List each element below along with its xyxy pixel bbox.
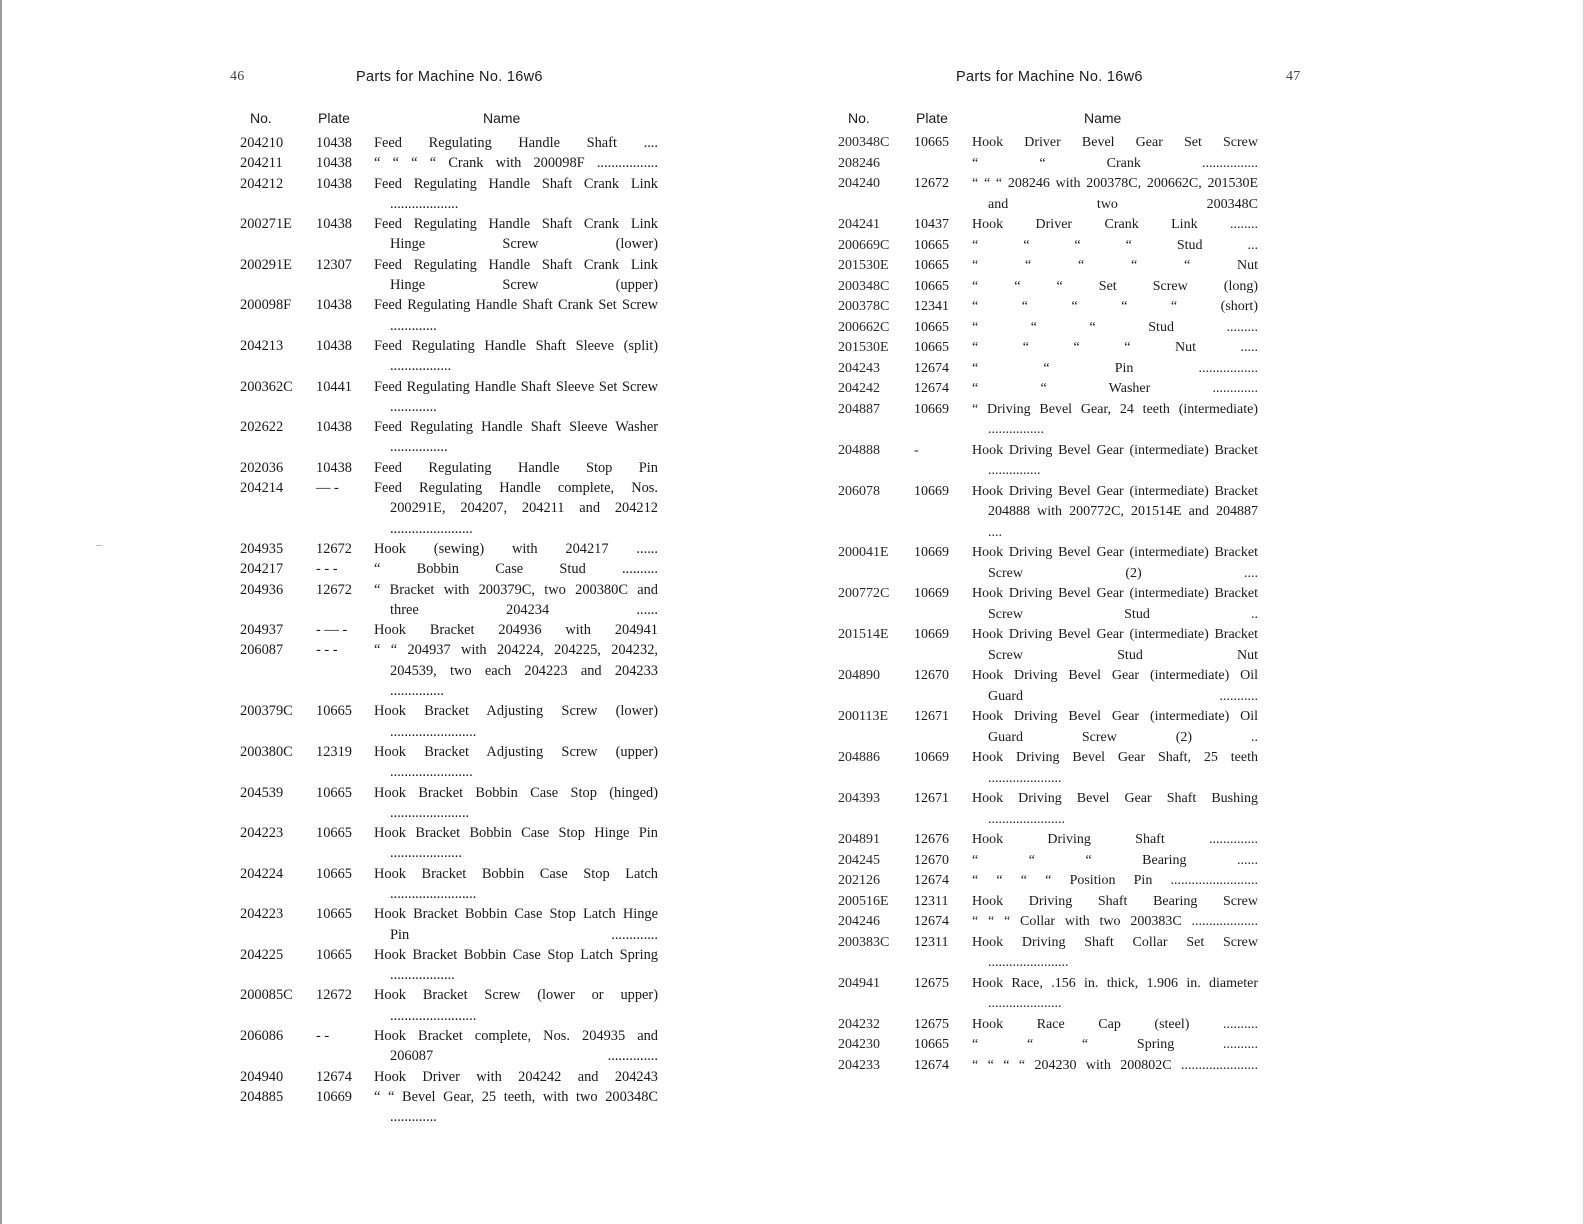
part-number: 200271E — [240, 216, 292, 233]
part-name: “ “ “ “ Nut ..... — [972, 340, 1258, 355]
parts-row — [828, 236, 1258, 257]
part-number: 200772C — [838, 586, 890, 601]
part-number: 204242 — [838, 381, 880, 396]
part-number: 204211 — [240, 155, 283, 172]
plate-number: 12319 — [316, 743, 352, 760]
plate-number: 10438 — [316, 175, 352, 192]
part-name: Hook Driving Bevel Gear (intermediate) Bracket Screw (2) .... — [972, 545, 1258, 581]
parts-row — [828, 851, 1258, 872]
part-name: Hook Bracket Bobbin Case Stop Latch Spring .................. — [374, 946, 658, 984]
part-name: Feed Regulating Handle Shaft Crank Link ................... — [374, 175, 658, 212]
plate-number: 12676 — [914, 832, 949, 847]
part-name: Hook Bracket 204936 with 204941 — [374, 622, 658, 639]
part-name: Hook Driving Bevel Gear Shaft Bushing ...................... — [972, 791, 1258, 827]
parts-row — [228, 478, 658, 539]
part-number: 204232 — [838, 1016, 880, 1032]
part-name: Hook Driver Crank Link ........ — [972, 217, 1258, 232]
plate-number: 10665 — [316, 906, 352, 923]
plate-number — [914, 154, 972, 175]
parts-row — [828, 707, 1258, 748]
part-number: 200516E — [838, 893, 889, 909]
parts-row — [828, 830, 1258, 851]
plate-number: 12675 — [914, 975, 949, 991]
part-name: Hook Driving Bevel Gear (intermediate) Bracket ............... — [972, 442, 1258, 478]
parts-row — [228, 255, 658, 296]
part-number: 206078 — [838, 483, 880, 499]
left-page-number: 46 — [230, 69, 245, 84]
right-column-headers — [828, 110, 1288, 128]
part-number: 204240 — [838, 176, 880, 191]
plate-number: 12672 — [316, 540, 352, 557]
part-name: Hook Driving Shaft Bearing Screw — [972, 893, 1258, 909]
plate-number: 10665 — [914, 340, 949, 355]
part-name: Feed Regulating Handle Shaft Crank Link Hinge Screw (lower) — [374, 216, 658, 253]
parts-row — [828, 154, 1258, 175]
plate-number: - — - — [316, 622, 348, 639]
parts-row — [228, 620, 658, 640]
part-name: Feed Regulating Handle Shaft Sleeve (split) ................. — [374, 337, 658, 375]
part-number: 200041E — [838, 545, 889, 560]
part-number: 204941 — [838, 975, 880, 991]
plate-number: 10665 — [316, 946, 352, 963]
parts-row — [228, 417, 658, 458]
parts-row — [228, 336, 658, 377]
parts-row — [828, 871, 1258, 892]
part-name: Hook Driving Bevel Gear (intermediate) Bracket Screw Stud Nut — [972, 627, 1258, 663]
plate-number: 12671 — [914, 791, 949, 806]
plate-number: 10669 — [914, 401, 949, 417]
part-number: 200383C — [838, 934, 890, 950]
parts-row — [828, 584, 1258, 625]
part-number: 204213 — [240, 337, 284, 354]
part-number: 204224 — [240, 865, 284, 882]
part-number: 202622 — [240, 419, 284, 436]
part-name: Hook Bracket Adjusting Screw (upper) ....................... — [374, 743, 658, 781]
plate-number: 12671 — [914, 709, 949, 724]
part-name: “ “ “ Collar with two 200383C ................... — [972, 914, 1258, 929]
part-name: “ “ “ Bearing ...... — [972, 852, 1258, 868]
parts-row — [828, 174, 1258, 215]
part-number: 204230 — [838, 1037, 880, 1052]
plate-number: 10438 — [316, 135, 352, 151]
part-number: 208246 — [838, 155, 880, 171]
parts-row — [828, 789, 1258, 830]
part-number: 206087 — [240, 642, 284, 659]
parts-row — [228, 133, 658, 153]
part-name: “ “ Bevel Gear, 25 teeth, with two 200348C ............. — [374, 1088, 658, 1126]
plate-number: 12672 — [914, 176, 949, 191]
part-number: 200098F — [240, 297, 292, 314]
part-name: “ “ Washer ............. — [972, 381, 1258, 396]
part-name: Hook Race Cap (steel) .......... — [972, 1016, 1258, 1032]
part-name: Feed Regulating Handle Shaft .... — [374, 135, 658, 151]
plate-number: - — [914, 442, 919, 458]
part-name: “ “ Pin ................. — [972, 360, 1258, 376]
plate-number: 12675 — [914, 1016, 949, 1032]
part-name: “ “ “ Set Screw (long) — [972, 278, 1258, 294]
part-number: 200362C — [240, 378, 293, 395]
part-number: 204246 — [838, 914, 880, 929]
part-name: Feed Regulating Handle Shaft Crank Set Screw ............. — [374, 297, 658, 334]
part-name: “ “ “ “ 204230 with 200802C ...................... — [972, 1057, 1258, 1073]
parts-row — [828, 892, 1258, 913]
part-name: Hook Bracket Bobbin Case Stop Latch ........................ — [374, 865, 658, 902]
part-name: Feed Regulating Handle complete, Nos. 200291E, 204207, 204211 and 204212 ....................... — [374, 480, 658, 537]
part-number: 204225 — [240, 946, 284, 963]
plate-number: 10665 — [914, 319, 949, 335]
right-col-no: No. — [848, 110, 870, 126]
left-col-name: Name — [483, 110, 521, 126]
parts-row — [828, 215, 1258, 236]
parts-row — [228, 214, 658, 255]
plate-number: 12311 — [914, 893, 949, 909]
part-number: 204210 — [240, 135, 284, 151]
scan-edge-left — [0, 0, 2, 1224]
part-number: 200291E — [240, 256, 292, 273]
scan-speck — [96, 545, 102, 546]
part-number: 204233 — [838, 1057, 880, 1073]
part-number: 204937 — [240, 622, 284, 639]
parts-row — [228, 377, 658, 418]
parts-row — [828, 1056, 1258, 1077]
parts-row — [228, 640, 658, 701]
plate-number: 12672 — [316, 581, 352, 598]
part-number: 204214 — [240, 480, 284, 497]
plate-number: 10665 — [914, 237, 949, 253]
part-name: Hook Driving Bevel Gear (intermediate) Oil Guard Screw (2) .. — [972, 709, 1258, 745]
plate-number: 12341 — [914, 299, 949, 314]
plate-number: 12674 — [914, 914, 949, 929]
part-name: Hook Race, .156 in. thick, 1.906 in. diameter ..................... — [972, 975, 1258, 1011]
part-number: 200379C — [240, 703, 293, 720]
part-name: “ “ “ “ “ (short) — [972, 299, 1258, 314]
parts-row — [828, 277, 1258, 298]
part-number: 200662C — [838, 319, 890, 335]
plate-number: 10438 — [316, 155, 352, 172]
part-number: 204890 — [838, 668, 880, 683]
plate-number: 10669 — [316, 1088, 352, 1105]
parts-row — [228, 295, 658, 336]
part-number: 204223 — [240, 906, 284, 923]
part-name: Hook Driver Bevel Gear Set Screw — [972, 135, 1258, 150]
plate-number: 12672 — [316, 987, 352, 1004]
parts-row — [828, 482, 1258, 544]
parts-row — [828, 379, 1258, 400]
plate-number: 10665 — [316, 703, 352, 720]
part-number: 201514E — [838, 627, 889, 642]
part-number: 204888 — [838, 442, 880, 458]
parts-row — [228, 864, 658, 905]
part-number: 200085C — [240, 987, 293, 1004]
parts-row — [828, 359, 1258, 380]
part-number: 200113E — [838, 709, 889, 724]
parts-row — [828, 666, 1258, 707]
part-name: Hook Bracket Bobbin Case Stop Hinge Pin .................... — [374, 825, 658, 862]
left-parts-list — [228, 133, 658, 1128]
left-column-headers — [228, 110, 668, 128]
part-number: 204885 — [240, 1088, 284, 1105]
part-number: 204886 — [838, 750, 880, 765]
parts-row — [228, 153, 658, 173]
part-number: 204891 — [838, 832, 880, 847]
part-number: 204243 — [838, 360, 880, 376]
plate-number: 10438 — [316, 216, 352, 233]
parts-row — [228, 174, 658, 215]
part-number: 200669C — [838, 237, 890, 253]
part-name: Hook Bracket Bobbin Case Stop Latch Hinge Pin ............. — [374, 906, 658, 943]
plate-number: 10665 — [914, 1037, 949, 1052]
parts-row — [228, 904, 658, 945]
right-page-number: 47 — [1286, 69, 1301, 84]
part-number: 204539 — [240, 784, 284, 801]
plate-number: - - - — [316, 642, 338, 659]
parts-row — [828, 625, 1258, 666]
right-page — [828, 0, 1301, 1224]
plate-number: 10665 — [316, 784, 352, 801]
part-number: 202126 — [838, 873, 880, 888]
part-number: 204217 — [240, 561, 284, 578]
plate-number: 10665 — [914, 258, 949, 273]
part-name: Hook Driving Bevel Gear Shaft, 25 teeth ..................... — [972, 750, 1258, 786]
part-number: 200380C — [240, 743, 293, 760]
parts-row — [228, 742, 658, 783]
left-running-head — [228, 69, 668, 89]
part-name: “ “ “ “ Crank with 200098F ................. — [374, 155, 658, 172]
plate-number: - - — [316, 1028, 330, 1045]
plate-number: 12674 — [914, 1057, 949, 1073]
plate-number: 12311 — [914, 934, 949, 950]
parts-row — [828, 933, 1258, 974]
part-number: 204241 — [838, 217, 880, 232]
plate-number: 10438 — [316, 419, 352, 436]
left-page — [228, 0, 668, 1224]
part-name: Hook Bracket Bobbin Case Stop (hinged) ...................... — [374, 784, 658, 821]
parts-row — [828, 748, 1258, 789]
part-number: 204936 — [240, 581, 284, 598]
parts-row — [828, 318, 1258, 339]
part-name: “ “ “ “ Position Pin ......................... — [972, 873, 1258, 888]
parts-row — [228, 1026, 658, 1067]
part-number: 200348C — [838, 135, 890, 150]
part-number: 201530E — [838, 340, 889, 355]
parts-row — [828, 974, 1258, 1015]
right-parts-list — [828, 133, 1258, 1076]
parts-row — [828, 297, 1258, 318]
part-name: Hook Driving Shaft Collar Set Screw ....................... — [972, 934, 1258, 970]
part-name: Hook Bracket Screw (lower or upper) ........................ — [374, 987, 658, 1024]
part-name: Hook Driving Shaft .............. — [972, 832, 1258, 847]
part-number: 204223 — [240, 825, 284, 842]
part-name: Hook Driving Bevel Gear (intermediate) Bracket 204888 with 200772C, 201514E and 204887 .... — [972, 483, 1258, 540]
right-page-title: Parts for Machine No. 16w6 — [956, 69, 1143, 85]
parts-row — [828, 543, 1258, 584]
parts-row — [228, 945, 658, 986]
plate-number: 10438 — [316, 297, 352, 314]
parts-row — [228, 823, 658, 864]
part-name: Hook Driver with 204242 and 204243 — [374, 1068, 658, 1085]
plate-number: 12307 — [316, 256, 352, 273]
plate-number: 12670 — [914, 852, 949, 868]
plate-number: 10669 — [914, 545, 949, 560]
part-name: “ “ “ Stud ......... — [972, 319, 1258, 335]
parts-row — [228, 985, 658, 1026]
parts-row — [228, 580, 658, 621]
plate-number: 12674 — [316, 1068, 352, 1085]
part-number: 204212 — [240, 175, 284, 192]
part-name: “ Bracket with 200379C, two 200380C and three 204234 ...... — [374, 581, 658, 618]
part-name: Feed Regulating Handle Shaft Crank Link Hinge Screw (upper) — [374, 256, 658, 294]
parts-row — [828, 338, 1258, 359]
part-number: 204245 — [838, 852, 880, 868]
part-name: “ “ “ “ “ Nut — [972, 258, 1258, 273]
parts-row — [228, 701, 658, 742]
plate-number: 10438 — [316, 337, 352, 354]
part-name: “ Driving Bevel Gear, 24 teeth (intermediate) ................ — [972, 401, 1258, 437]
parts-row — [828, 912, 1258, 933]
plate-number: 10437 — [914, 217, 949, 232]
plate-number: 10665 — [316, 865, 352, 882]
plate-number: - - - — [316, 561, 338, 578]
parts-row — [828, 441, 1258, 482]
plate-number: 10665 — [914, 278, 949, 294]
plate-number: 10438 — [316, 459, 352, 476]
parts-row — [228, 458, 658, 478]
plate-number: 10669 — [914, 627, 949, 642]
parts-row — [828, 1035, 1258, 1056]
part-name: “ “ “ Spring .......... — [972, 1037, 1258, 1052]
part-number: 204887 — [838, 401, 880, 417]
plate-number: 10441 — [316, 378, 352, 395]
part-name: Feed Regulating Handle Stop Pin — [374, 459, 658, 476]
part-name: Feed Regulating Handle Shaft Sleeve Washer ................ — [374, 419, 658, 456]
parts-row — [228, 783, 658, 824]
part-number: 204935 — [240, 540, 284, 557]
part-name: “ “ “ 208246 with 200378C, 200662C, 201530E and two 200348C — [972, 176, 1258, 212]
plate-number: 12674 — [914, 381, 949, 396]
plate-number: 12674 — [914, 360, 949, 376]
plate-number: 10669 — [914, 750, 949, 765]
part-number: 206086 — [240, 1028, 284, 1045]
left-page-title: Parts for Machine No. 16w6 — [356, 69, 543, 85]
part-number: 200378C — [838, 299, 890, 314]
parts-row — [228, 1087, 658, 1128]
plate-number: 10669 — [914, 483, 949, 499]
part-number: 204393 — [838, 791, 880, 806]
part-name: Hook Bracket complete, Nos. 204935 and 206087 .............. — [374, 1028, 658, 1065]
part-name: Hook Driving Bevel Gear (intermediate) Oil Guard ........... — [972, 668, 1258, 704]
part-name: Hook Bracket Adjusting Screw (lower) ........................ — [374, 703, 658, 740]
parts-row — [828, 133, 1258, 154]
right-col-plate: Plate — [916, 110, 948, 126]
part-number: 201530E — [838, 258, 889, 273]
part-name: “ Bobbin Case Stud .......... — [374, 561, 658, 578]
part-number: 202036 — [240, 459, 284, 476]
part-name: Feed Regulating Handle Shaft Sleeve Set Screw ............. — [374, 378, 658, 415]
plate-number: 10665 — [914, 135, 949, 150]
part-name: Hook (sewing) with 204217 ...... — [374, 540, 658, 557]
part-number: 200348C — [838, 278, 890, 294]
part-number: 204940 — [240, 1068, 284, 1085]
plate-number: 10669 — [914, 586, 949, 601]
plate-number: 10665 — [316, 825, 352, 842]
plate-number: — - — [316, 480, 339, 497]
part-name: Hook Driving Bevel Gear (intermediate) Bracket Screw Stud .. — [972, 586, 1258, 622]
plate-number: 12670 — [914, 668, 949, 683]
plate-number: 12674 — [914, 873, 949, 888]
part-name: “ “ Crank ................ — [972, 155, 1258, 171]
left-col-no: No. — [250, 110, 272, 126]
parts-row — [228, 539, 658, 559]
parts-row — [828, 1015, 1258, 1036]
parts-row — [228, 1067, 658, 1087]
parts-row — [828, 400, 1258, 441]
right-running-head — [828, 69, 1301, 89]
parts-row — [228, 559, 658, 579]
part-name: “ “ “ “ Stud ... — [972, 237, 1258, 253]
left-col-plate: Plate — [318, 110, 350, 126]
parts-row — [828, 256, 1258, 277]
right-col-name: Name — [1084, 110, 1122, 126]
part-name: “ “ 204937 with 204224, 204225, 204232, 204539, two each 204223 and 204233 ............... — [374, 642, 658, 700]
